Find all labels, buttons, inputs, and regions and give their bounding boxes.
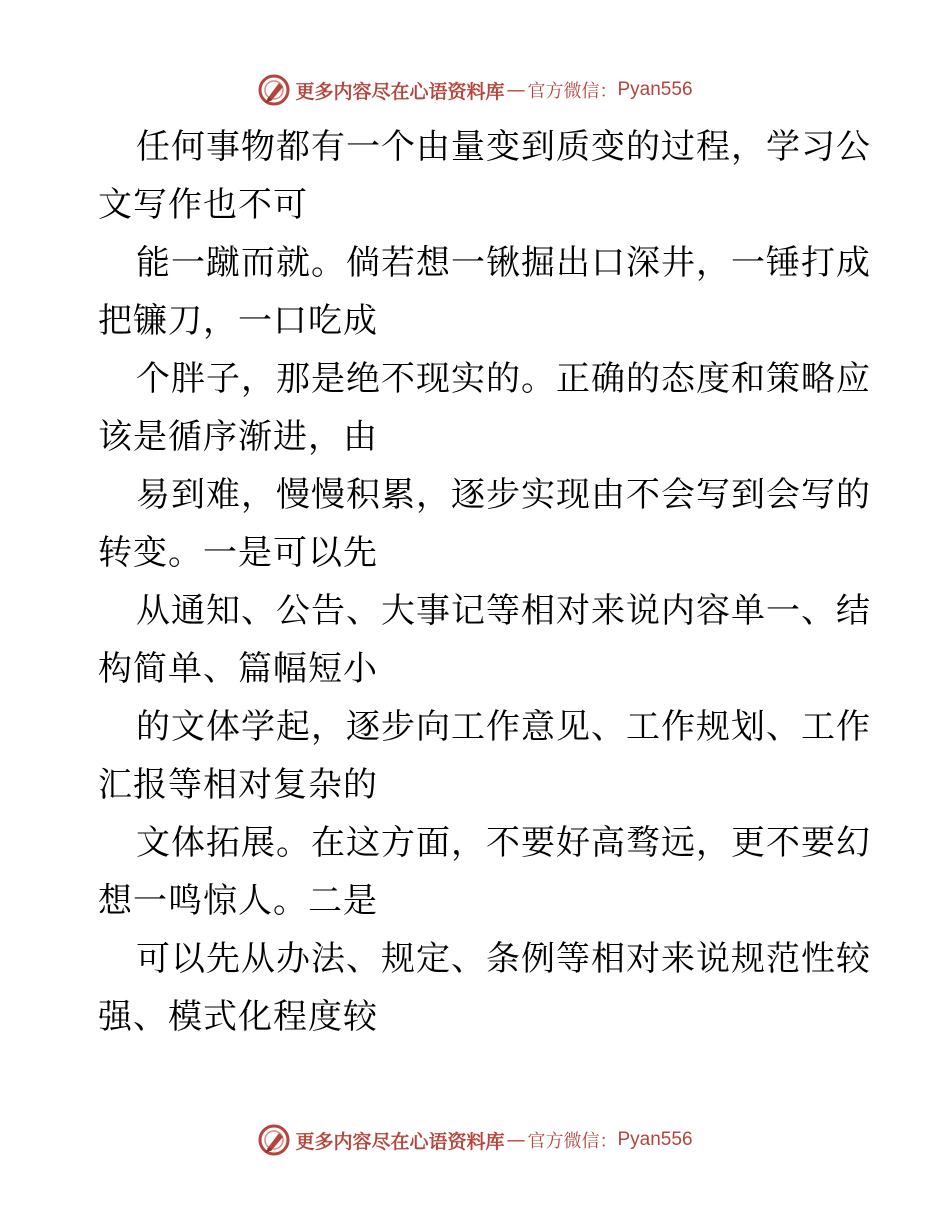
text-line: 想一鸣惊人。二是: [98, 881, 378, 921]
pen-nib-logo-icon: [257, 1123, 291, 1157]
paragraph: [98, 466, 871, 582]
paragraph: [98, 350, 871, 466]
paragraph: [98, 698, 871, 814]
pen-nib-logo-icon: [257, 73, 291, 107]
document-body: [98, 118, 871, 1046]
text-line: 把镰刀，一口吃成: [98, 301, 378, 341]
text-line: 易到难，慢慢积累，逐步实现由不会写到会写的: [136, 475, 871, 515]
text-line: 文写作也不可: [98, 185, 308, 225]
banner-wechat-label: 官方微信：: [527, 81, 618, 102]
banner-wechat-label: 官方微信：: [527, 1131, 618, 1152]
banner-wechat-id: Pyan556: [617, 79, 693, 100]
text-line: 可以先从办法、规定、条例等相对来说规范性较: [136, 939, 871, 979]
footer-banner: [0, 1120, 950, 1160]
banner-dash: —: [506, 79, 526, 101]
banner-title: 更多内容尽在心语资料库: [295, 1130, 505, 1153]
text-line: 能一蹴而就。倘若想一锹掘出口深井，一锤打成: [136, 243, 871, 283]
paragraph: [98, 930, 871, 1046]
banner-wechat-id: Pyan556: [617, 1129, 693, 1150]
text-line: 的文体学起，逐步向工作意见、工作规划、工作: [136, 707, 871, 747]
paragraph: [98, 118, 871, 234]
text-line: 强、模式化程度较: [98, 997, 378, 1037]
text-line: 该是循序渐进，由: [98, 417, 378, 457]
text-line: 从通知、公告、大事记等相对来说内容单一、结: [136, 591, 871, 631]
paragraph: [98, 234, 871, 350]
paragraph: [98, 814, 871, 930]
banner-dash: —: [506, 1129, 526, 1151]
text-line: 文体拓展。在这方面，不要好高骛远，更不要幻: [136, 823, 871, 863]
header-banner: [0, 70, 950, 110]
banner-title: 更多内容尽在心语资料库: [295, 80, 505, 103]
paragraph: [98, 582, 871, 698]
text-line: 任何事物都有一个由量变到质变的过程，学习公: [136, 127, 871, 167]
text-line: 构简单、篇幅短小: [98, 649, 378, 689]
text-line: 汇报等相对复杂的: [98, 765, 378, 805]
text-line: 个胖子，那是绝不现实的。正确的态度和策略应: [136, 359, 871, 399]
text-line: 转变。一是可以先: [98, 533, 378, 573]
